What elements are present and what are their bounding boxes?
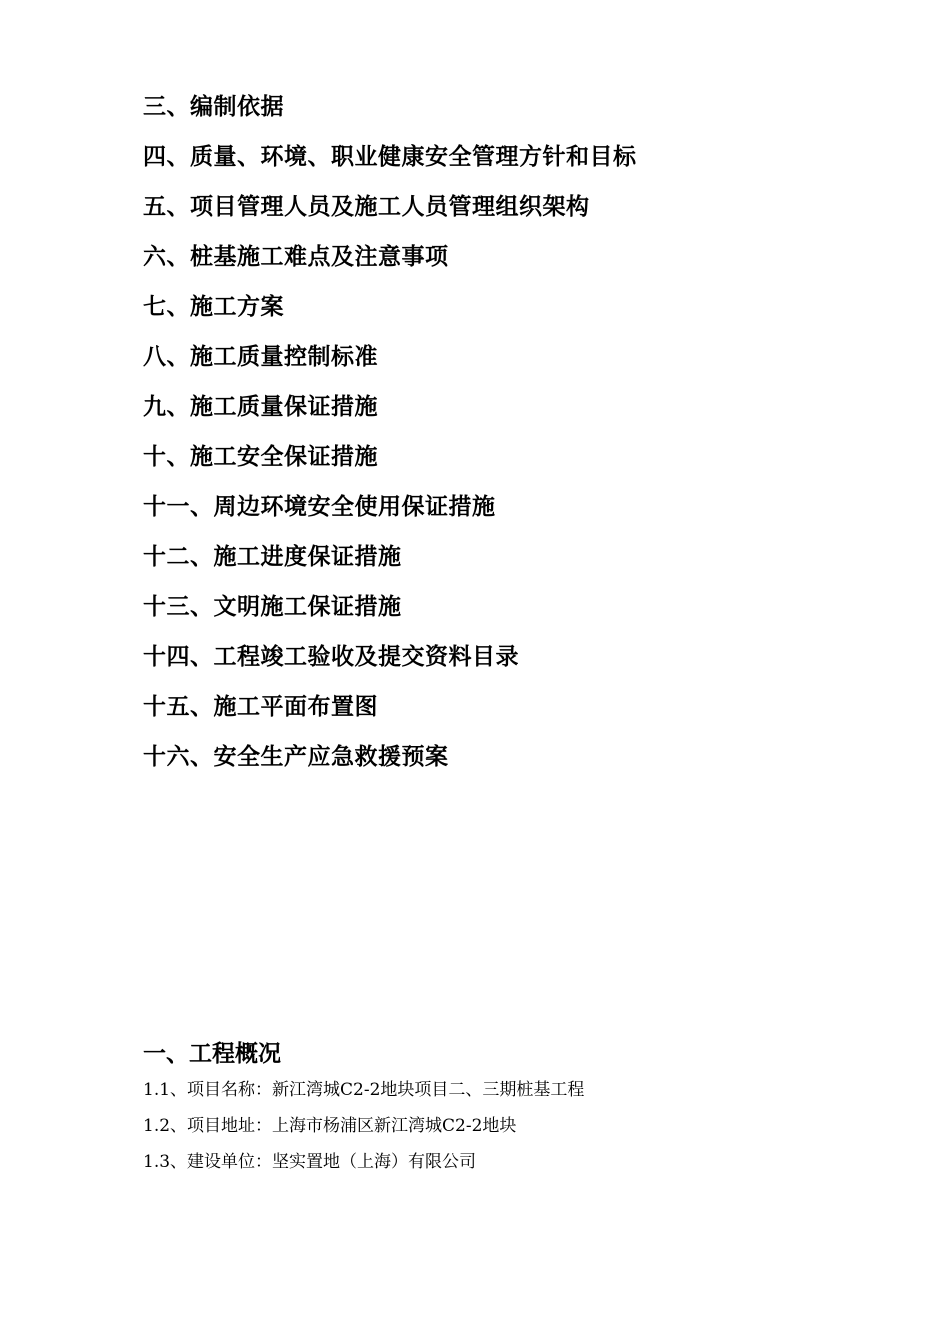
toc-item: 六、桩基施工难点及注意事项 <box>143 243 449 270</box>
toc-item: 十一、周边环境安全使用保证措施 <box>143 493 496 520</box>
toc-item: 七、施工方案 <box>143 293 284 320</box>
project-address: 1.2、项目地址：上海市杨浦区新江湾城C2-2地块 <box>143 1116 517 1136</box>
toc-item: 八、施工质量控制标准 <box>143 343 378 370</box>
toc-item: 四、质量、环境、职业健康安全管理方针和目标 <box>143 143 637 170</box>
toc-item: 十三、文明施工保证措施 <box>143 593 402 620</box>
toc-item: 九、施工质量保证措施 <box>143 393 378 420</box>
toc-item: 十四、工程竣工验收及提交资料目录 <box>143 643 519 670</box>
toc-item: 三、编制依据 <box>143 93 284 120</box>
toc-item: 十二、施工进度保证措施 <box>143 543 402 570</box>
section-title-project-overview: 一、工程概况 <box>143 1040 281 1067</box>
table-of-contents <box>143 90 637 790</box>
toc-item: 十、施工安全保证措施 <box>143 443 378 470</box>
toc-item: 十六、安全生产应急救援预案 <box>143 743 449 770</box>
project-details <box>143 1076 584 1184</box>
construction-unit: 1.3、建设单位：坚实置地（上海）有限公司 <box>143 1152 477 1172</box>
project-name: 1.1、项目名称：新江湾城C2-2地块项目二、三期桩基工程 <box>143 1080 585 1100</box>
toc-item: 五、项目管理人员及施工人员管理组织架构 <box>143 193 590 220</box>
toc-item: 十五、施工平面布置图 <box>143 693 378 720</box>
